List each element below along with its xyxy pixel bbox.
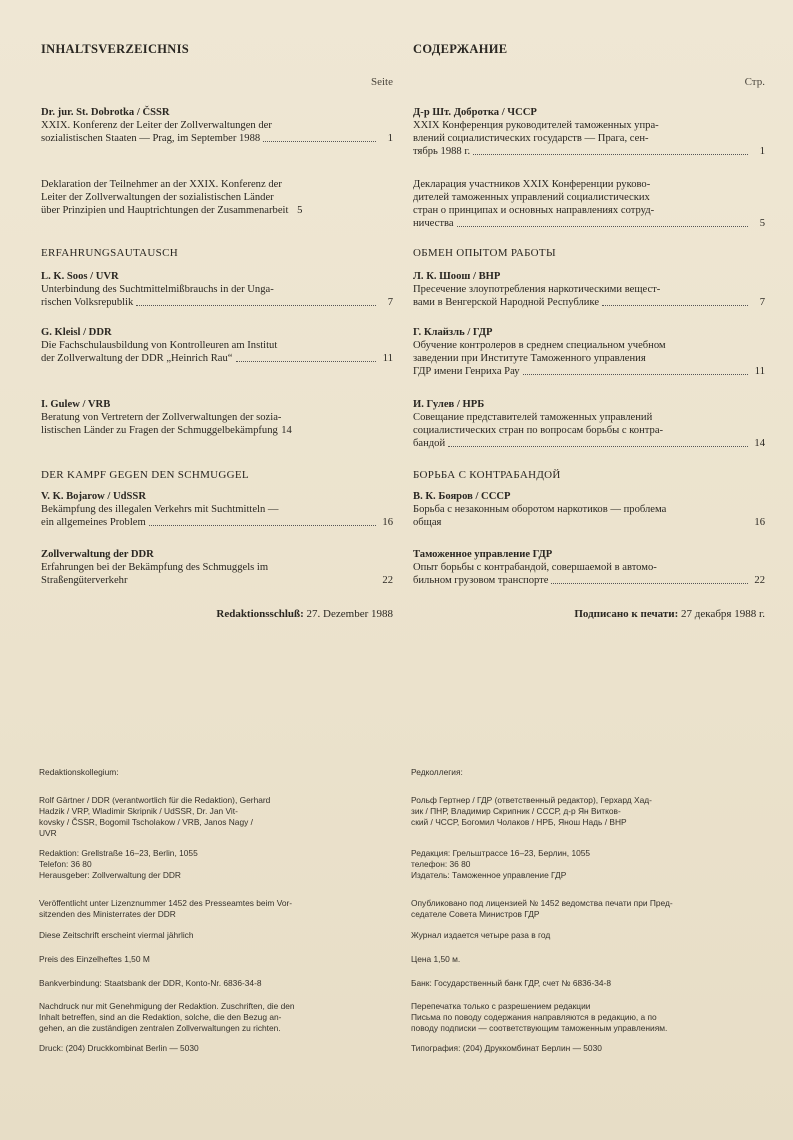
ru-entry-author: Г. Клайзль / ГДР [413,327,493,338]
de-closing-label: Redaktionsschluß: [216,608,304,620]
ru-toc-entry[interactable] [413,490,765,529]
de-entry-last-line: Straßengüterverkehr [41,575,128,586]
de-members-line: kovsky / ČSSR, Bogomil Tscholakow / VRB, Janos Nagy / [39,817,253,827]
ru-entry-author: Д-р Шт. Добротка / ЧССР [413,107,537,118]
de-entry-line: Leiter der Zollverwaltungen der sozialistischen Länder [41,192,274,203]
ru-frequency: Журнал издается четыре раза в год [411,930,551,940]
ru-closing-date: 27 декабря 1988 г. [681,608,765,620]
de-entry-author: I. Gulew / VRB [41,399,111,410]
ru-section-heading: ОБМЕН ОПЫТОМ РАБОТЫ [413,247,556,259]
de-members-line: Hadzik / VRP, Wladimir Skripnik / UdSSR, Dr. Jan Vit- [39,806,238,816]
de-toc-entry[interactable] [41,178,393,217]
ru-toc-entry[interactable] [413,106,765,158]
ru-entry-author: Таможенное управление ГДР [413,549,553,560]
de-price: Preis des Einzelheftes 1,50 M [39,954,150,964]
de-entry-line: Bekämpfung des illegalen Verkehrs mit Suchtmitteln — [41,504,279,515]
de-entry-last-line: sozialistischen Staaten — Prag, im September 1988 [41,133,261,144]
leader-dots [263,141,376,142]
de-members-line: UVR [39,828,57,838]
ru-entry-last-line: ничества [413,218,454,229]
ru-reprint-line: поводу подписки — соответствующим таможенным управлениям. [411,1023,668,1033]
de-address-line: Redaktion: Grellstraße 16–23, Berlin, 1055 [39,848,198,858]
de-toc-entry[interactable] [41,398,393,437]
leader-dots [448,446,748,447]
leader-dots [602,305,748,306]
de-toc-entry[interactable] [41,490,393,529]
ru-print: Типография: (204) Друккомбинат Берлин — 5030 [411,1043,602,1053]
ru-entry-author: И. Гулев / НРБ [413,399,485,410]
de-entry-line: Deklaration der Teilnehmer an der XXIX. Konferenz der [41,179,282,190]
leader-dots [551,583,748,584]
ru-reprint-line: Письма по поводу содержания направляются в редакцию, а по [411,1012,657,1022]
de-entry-line: Die Fachschulausbildung von Kontrolleuren am Institut [41,340,278,351]
ru-page-label: Стр. [744,76,765,88]
leader-dots [473,154,748,155]
de-entry-author: Zollverwaltung der DDR [41,549,154,560]
ru-address-line: Редакция: Грельштрассе 16–23, Берлин, 1055 [411,848,591,858]
ru-section-heading: БОРЬБА С КОНТРАБАНДОЙ [413,469,561,481]
de-entry-page: 11 [382,353,393,364]
de-section-heading: DER KAMPF GEGEN DEN SCHMUGGEL [41,469,249,481]
de-closing-date: 27. Dezember 1988 [306,608,393,620]
de-entry-last-line: ein allgemeines Problem [41,517,146,528]
ru-members-line: зик / ПНР, Владимир Скрипник / СССР, д-р Ян Витков- [411,806,621,816]
ru-closing-label: Подписано к печати: [574,608,679,620]
ru-entry-last-line: бандой [413,438,446,449]
de-reprint-line: Inhalt betreffen, sind an die Redaktion, solche, die den Bezug an- [39,1012,282,1022]
ru-entry-line: Совещание представителей таможенных управлений [413,412,653,423]
ru-toc-entry[interactable] [413,548,765,587]
de-entry-author: V. K. Bojarow / UdSSR [41,491,146,502]
ru-entry-author: Л. К. Шоош / ВНР [413,271,501,282]
de-reprint-line: gehen, an die zuständigen zentralen Zollverwaltungen zu richten. [39,1023,281,1033]
ru-toc-entry[interactable] [413,178,765,230]
de-entry-last-line: der Zollverwaltung der DDR „Heinrich Rau“ [41,353,233,364]
ru-entry-line: стран о принципах и основных направлениях сотруд- [413,205,655,216]
leader-dots [149,525,376,526]
ru-toc-entry[interactable] [413,270,765,309]
ru-reprint-line: Перепечатка только с разрешением редакции [411,1001,591,1011]
ru-address-line: Издатель: Таможенное управление ГДР [411,870,567,880]
de-imprint [39,767,394,1054]
de-closing-line [41,608,393,620]
ru-entry-page: 7 [759,297,765,308]
ru-closing-line [413,608,765,620]
de-toc-entry[interactable] [41,548,393,587]
leader-dots [236,361,376,362]
ru-toc-title: СОДЕРЖАНИЕ [413,42,508,56]
ru-entry-last-line: ГДР имени Генриха Рау [413,366,520,377]
de-section-heading: ERFAHRUNGSAUTAUSCH [41,247,178,259]
de-page-label: Seite [371,76,393,88]
de-toc-entry[interactable] [41,106,393,145]
de-entry-line: XXIX. Konferenz der Leiter der Zollverwaltungen der [41,120,272,131]
ru-entry-line: социалистических стран по вопросам борьбы с контра- [413,425,664,436]
de-toc-entry[interactable] [41,270,393,309]
ru-members-line: ский / ЧССР, Богомил Чолаков / НРБ, Янош Надь / ВНР [411,817,627,827]
ru-entry-line: Борьба с незаконным оборотом наркотиков — проблема [413,504,667,515]
ru-entry-page: 14 [754,438,765,449]
de-address-line: Telefon: 36 80 [39,859,92,869]
de-license-line: Veröffentlicht unter Lizenznummer 1452 des Presseamtes beim Vor- [39,898,293,908]
ru-entry-page: 11 [754,366,765,377]
ru-kollegium-label: Редколлегия: [411,767,463,777]
de-entry-page: 1 [387,133,393,144]
de-members-line: Rolf Gärtner / DDR (verantwortlich für die Redaktion), Gerhard [39,795,271,805]
de-entry-last-line: über Prinzipien und Hauptrichtungen der Zusammenarbeit [41,205,289,216]
de-address-line: Herausgeber: Zollverwaltung der DDR [39,870,181,880]
ru-entry-page: 1 [759,146,765,157]
ru-entry-page: 5 [759,218,765,229]
ru-license-line: седателе Совета Министров ГДР [411,909,540,919]
de-entry-page: 5 [297,205,303,216]
ru-address-line: телефон: 36 80 [411,859,471,869]
de-entry-last-line: rischen Volksrepublik [41,297,134,308]
de-kollegium-label: Redaktionskollegium: [39,767,119,777]
de-license-line: sitzenden des Ministerrates der DDR [39,909,176,919]
leader-dots [136,305,376,306]
de-entry-author: L. K. Soos / UVR [41,271,119,282]
ru-entry-last-line: бильном грузовом транспорте [413,575,549,586]
de-entry-line: Erfahrungen bei der Bekämpfung des Schmuggels im [41,562,269,573]
de-entry-line: Unterbindung des Suchtmittelmißbrauchs in der Unga- [41,284,274,295]
ru-bank: Банк: Государственный банк ГДР, счет № 6836-34-8 [411,978,612,988]
ru-entry-line: влений социалистических государств — Прага, сен- [413,133,649,144]
ru-toc-entry[interactable] [413,326,765,378]
ru-entry-line: Обучение контролеров в среднем специальном учебном [413,340,666,351]
ru-entry-line: XXIX Конференция руководителей таможенных упра- [413,120,659,131]
ru-toc-entry[interactable] [413,398,765,450]
de-toc-title: INHALTSVERZEICHNIS [41,42,190,56]
de-print: Druck: (204) Druckkombinat Berlin — 5030 [39,1043,199,1053]
ru-members-line: Рольф Гертнер / ГДР (ответственный редактор), Герхард Хад- [411,795,652,805]
de-entry-page: 16 [382,517,393,528]
ru-entry-page: 16 [754,517,765,528]
de-frequency: Diese Zeitschrift erscheint viermal jährlich [39,930,194,940]
ru-license-line: Опубликовано под лицензией № 1452 ведомства печати при Пред- [411,898,673,908]
ru-entry-page: 22 [754,575,765,586]
ru-entry-line: Пресечение злоупотребления наркотическими вещест- [413,284,661,295]
ru-entry-line: заведении при Институте Таможенного управления [413,353,646,364]
ru-entry-last-line: вами в Венгерской Народной Республике [413,297,600,308]
ru-entry-line: Декларация участников XXIX Конференции руково- [413,179,651,190]
ru-entry-line: дителей таможенных управлений социалистических [413,192,650,203]
ru-entry-last-line: тябрь 1988 г. [413,146,471,157]
de-reprint-line: Nachdruck nur mit Genehmigung der Redaktion. Zuschriften, die den [39,1001,295,1011]
de-entry-author: Dr. jur. St. Dobrotka / ČSSR [41,107,170,118]
de-entry-page: 7 [387,297,393,308]
de-entry-last-line: listischen Länder zu Fragen der Schmuggelbekämpfung [41,425,278,436]
ru-entry-last-line: общая [413,517,442,528]
ru-price: Цена 1,50 м. [411,954,461,964]
leader-dots [457,226,748,227]
ru-entry-author: В. К. Бояров / СССР [413,491,511,502]
de-entry-page: 14 [281,425,292,436]
de-entry-line: Beratung von Vertretern der Zollverwaltungen der sozia- [41,412,282,423]
ru-imprint [411,767,767,1054]
ru-entry-line: Опыт борьбы с контрабандой, совершаемой в автомо- [413,562,657,573]
de-entry-author: G. Kleisl / DDR [41,327,112,338]
de-bank: Bankverbindung: Staatsbank der DDR, Konto-Nr. 6836-34-8 [39,978,262,988]
leader-dots [523,374,748,375]
de-toc-entry[interactable] [41,326,393,365]
de-entry-page: 22 [382,575,393,586]
